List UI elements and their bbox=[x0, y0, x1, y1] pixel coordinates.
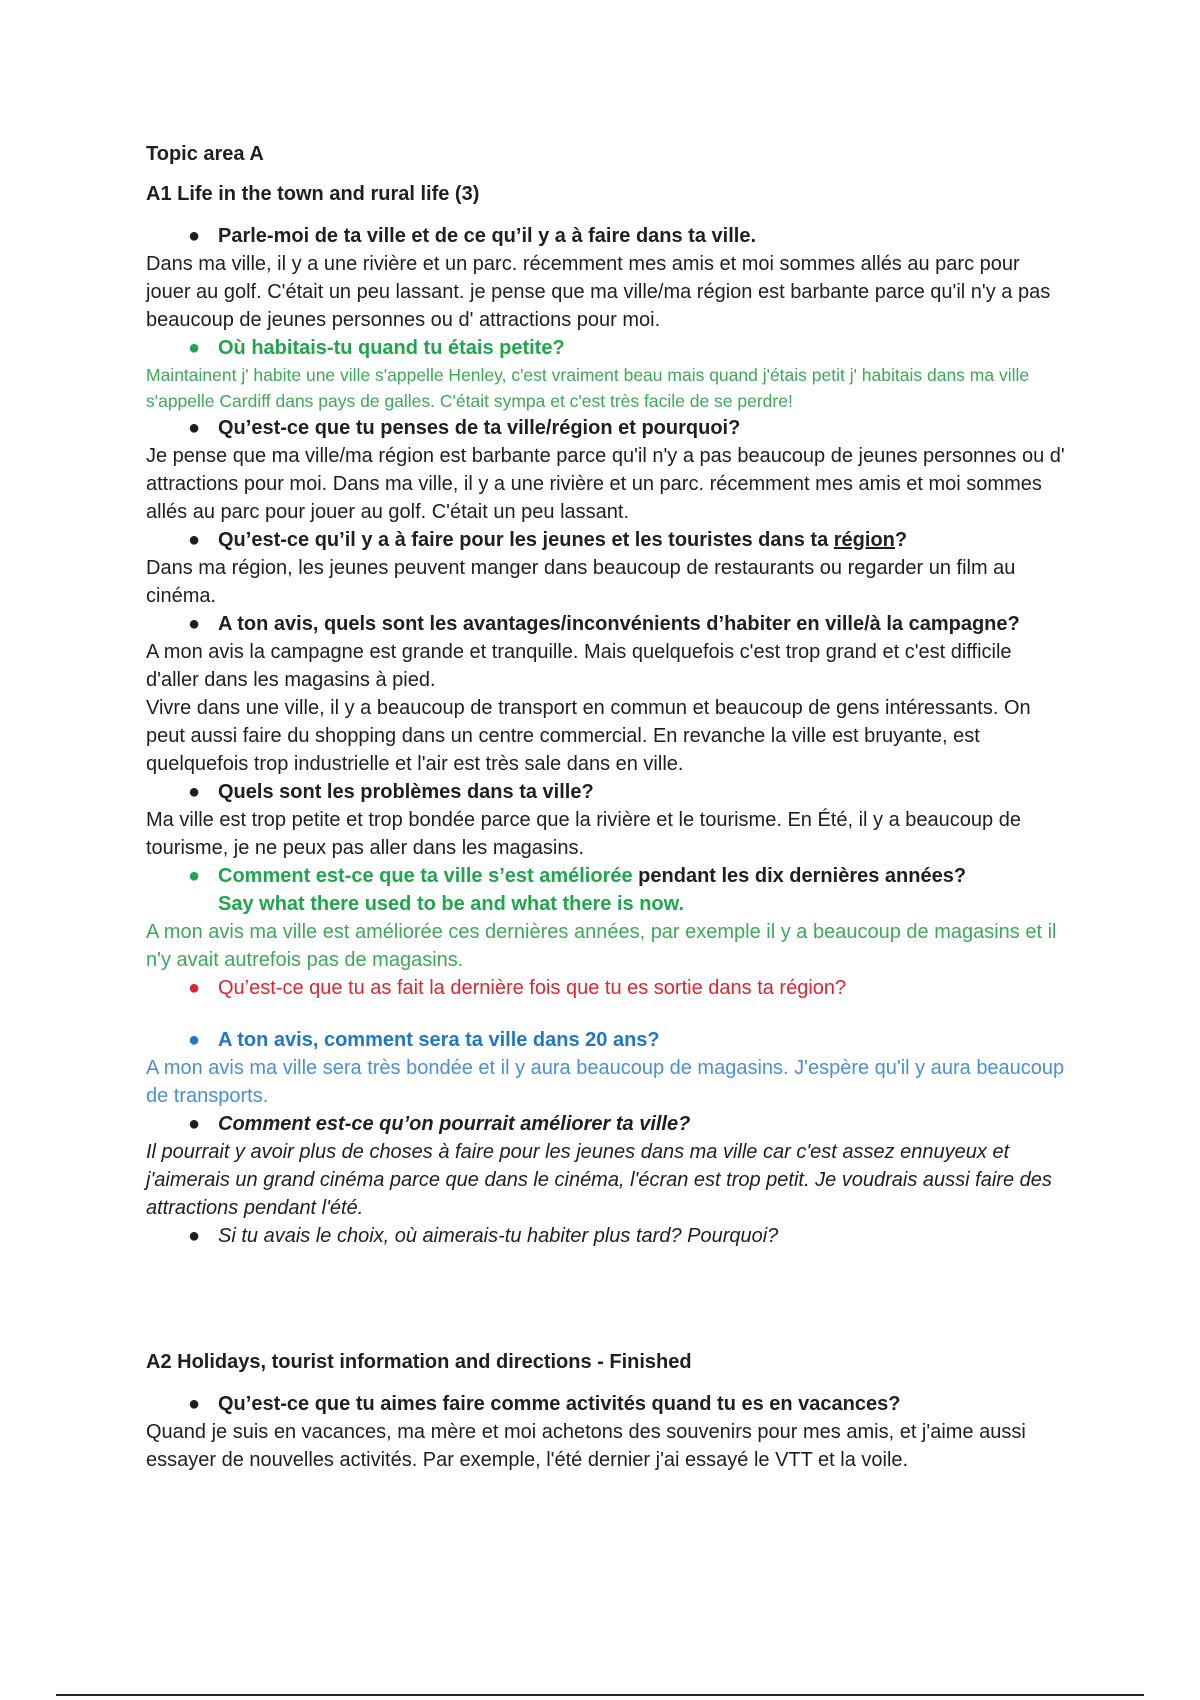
question-1: ● Parle-moi de ta ville et de ce qu’il y a à faire dans ta ville. bbox=[146, 222, 1066, 250]
a2-question-1: ● Qu’est-ce que tu aimes faire comme activités quand tu es en vacances? bbox=[146, 1390, 1066, 1418]
bullet-icon: ● bbox=[187, 1029, 201, 1051]
bullet-icon: ● bbox=[187, 781, 201, 803]
bullet-icon: ● bbox=[187, 529, 201, 551]
a2-answer-1: Quand je suis en vacances, ma mère et moi achetons des souvenirs pour mes amis, et j'aime aussi essayer de nouvelles activités. Par exemple, l'été dernier j'ai essayé le VTT et la voile. bbox=[146, 1421, 1026, 1471]
bullet-icon: ● bbox=[187, 1225, 201, 1247]
answer-4: Dans ma région, les jeunes peuvent manger dans beaucoup de restaurants ou regarder un film au cinéma. bbox=[146, 557, 1016, 607]
bullet-icon: ● bbox=[187, 977, 201, 999]
question-4: ● Qu’est-ce qu’il y a à faire pour les jeunes et les touristes dans ta région? bbox=[146, 526, 1066, 554]
question-9: ● A ton avis, comment sera ta ville dans 20 ans? bbox=[146, 1026, 1066, 1054]
bullet-icon: ● bbox=[187, 417, 201, 439]
bullet-icon: ● bbox=[187, 1393, 201, 1415]
answer-10: Il pourrait y avoir plus de choses à faire pour les jeunes dans ma ville car c'est assez ennuyeux et j'aimerais un grand cinéma parce que dans le cinéma, l'écran est trop petit. Je voudrais aussi faire des attractions pendant l'été. bbox=[146, 1141, 1052, 1219]
page-divider bbox=[56, 1694, 1144, 1696]
section-a1-title: A1 Life in the town and rural life (3) bbox=[146, 183, 480, 205]
bullet-icon: ● bbox=[187, 1113, 201, 1135]
bullet-icon: ● bbox=[187, 865, 201, 887]
spacer bbox=[146, 1002, 1066, 1026]
answer-6: Ma ville est trop petite et trop bondée parce que la rivière et le tourisme. En Été, il y a beaucoup de tourisme, je ne peux pas aller dans les magasins. bbox=[146, 809, 1021, 859]
question-8: ● Qu’est-ce que tu as fait la dernière fois que tu es sortie dans ta région? bbox=[146, 974, 1066, 1002]
question-3: ● Qu’est-ce que tu penses de ta ville/région et pourquoi? bbox=[146, 414, 1066, 442]
answer-1: Dans ma ville, il y a une rivière et un parc. récemment mes amis et moi sommes allés au parc pour jouer au golf. C'était un peu lassant. je pense que ma ville/ma région est barbante parce qu'il n'y a pas beaucoup de jeunes personnes ou d' attractions pour moi. bbox=[146, 253, 1051, 331]
question-7: ● Comment est-ce que ta ville s’est améliorée pendant les dix dernières années? Say what there used to be and what there is now. bbox=[146, 862, 1066, 918]
answer-5a: A mon avis la campagne est grande et tranquille. Mais quelquefois c'est trop grand et c'est difficile d'aller dans les magasins à pied. bbox=[146, 641, 1012, 691]
answer-5b: Vivre dans une ville, il y a beaucoup de transport en commun et beaucoup de gens intéressants. On peut aussi faire du shopping dans un centre commercial. En revanche la ville est bruyante, est quelquefois trop industrielle et l'air est très sale dans en ville. bbox=[146, 697, 1031, 775]
question-10: ● Comment est-ce qu’on pourrait améliorer ta ville? bbox=[146, 1110, 1066, 1138]
section-a2-title: A2 Holidays, tourist information and directions - Finished bbox=[146, 1351, 692, 1373]
answer-3: Je pense que ma ville/ma région est barbante parce qu'il n'y a pas beaucoup de jeunes personnes ou d' attractions pour moi. Dans ma ville, il y a une rivière et un parc. récemment mes amis et moi sommes allés au parc pour jouer au golf. C'était un peu lassant. bbox=[146, 445, 1065, 523]
topic-heading: Topic area A bbox=[146, 143, 264, 165]
answer-7: A mon avis ma ville est améliorée ces dernières années, par exemple il y a beaucoup de magasins et il n'y avait autrefois pas de magasins. bbox=[146, 921, 1057, 971]
question-2: ● Où habitais-tu quand tu étais petite? bbox=[146, 334, 1066, 362]
answer-9: A mon avis ma ville sera très bondée et il y aura beaucoup de magasins. J'espère qu'il y aura beaucoup de transports. bbox=[146, 1057, 1065, 1107]
spacer bbox=[146, 1250, 1066, 1348]
document-page bbox=[146, 140, 1066, 1474]
answer-2: Maintainent j' habite une ville s'appelle Henley, c'est vraiment beau mais quand j'étais petit j' habitais dans ma ville s'appelle Cardiff dans pays de galles. C'était sympa et c'est très facile de se perdre! bbox=[146, 365, 1030, 411]
question-5: ● A ton avis, quels sont les avantages/inconvénients d’habiter en ville/à la campagne? bbox=[146, 610, 1066, 638]
question-6: ● Quels sont les problèmes dans ta ville? bbox=[146, 778, 1066, 806]
question-11: ● Si tu avais le choix, où aimerais-tu habiter plus tard? Pourquoi? bbox=[146, 1222, 1066, 1250]
bullet-icon: ● bbox=[187, 225, 201, 247]
bullet-icon: ● bbox=[187, 613, 201, 635]
bullet-icon: ● bbox=[187, 337, 201, 359]
